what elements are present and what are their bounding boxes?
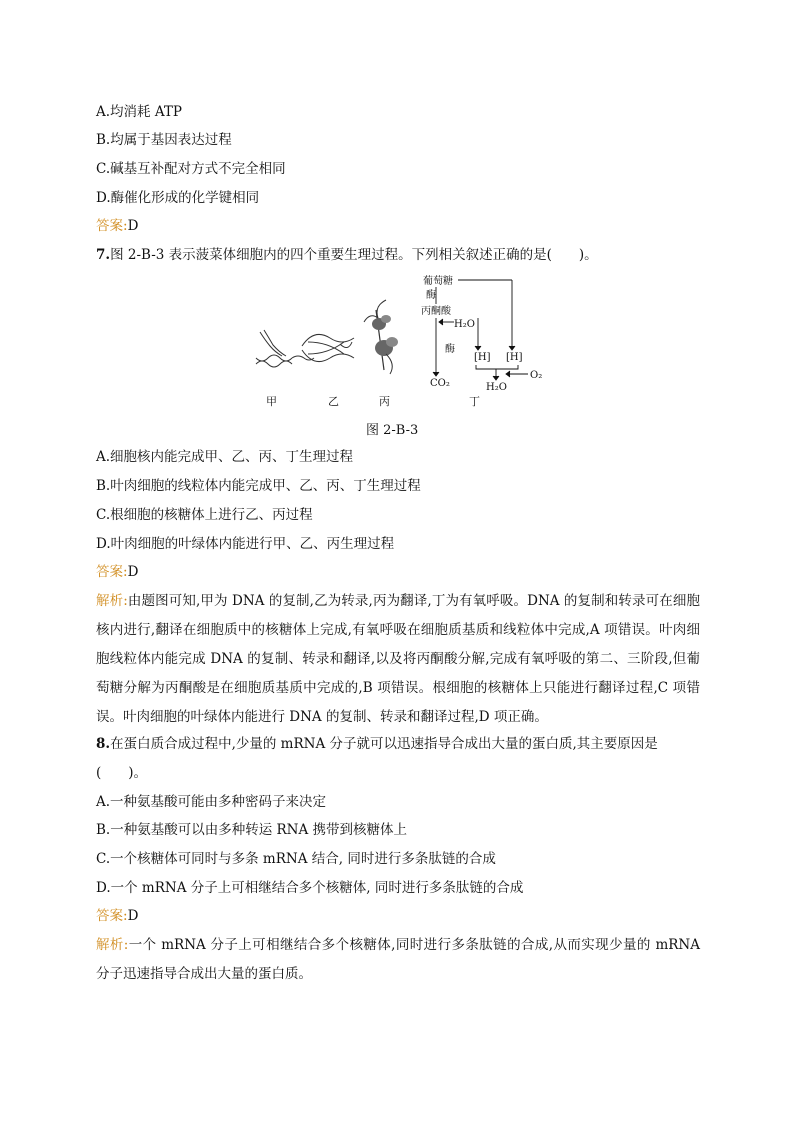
q8-explanation xyxy=(96,931,700,989)
q8-stem xyxy=(96,734,658,754)
q8-option-a: A.一种氨基酸可能由多种密码子来决定 xyxy=(96,794,327,810)
q7-option-d: D.叶肉细胞的叶绿体内能进行甲、乙、丙生理过程 xyxy=(96,536,395,552)
q8-answer xyxy=(96,906,138,926)
q8-option-c: C.一个核糖体可同时与多条 mRNA 结合, 同时进行多条肽链的合成 xyxy=(96,851,496,867)
q7-stem xyxy=(96,245,598,265)
co2-label: CO₂ xyxy=(430,378,450,389)
question-text: 在蛋白质合成过程中,少量的 mRNA 分子就可以迅速指导合成出大量的蛋白质,其主要原因是 xyxy=(110,736,658,752)
q7-answer xyxy=(96,562,138,582)
water-in-label: H₂O xyxy=(454,319,475,330)
panel-label-ding: 丁 xyxy=(469,395,480,408)
panel-label-jia: 甲 xyxy=(266,395,277,408)
q8-option-b: B.一种氨基酸可以由多种转运 RNA 携带到核糖体上 xyxy=(96,822,408,838)
transcription-diagram xyxy=(302,334,354,361)
panel-label-yi: 乙 xyxy=(328,395,339,408)
q8-option-d: D.一个 mRNA 分子上可相继结合多个核糖体, 同时进行多条肽链的合成 xyxy=(96,880,524,896)
o2-label: O₂ xyxy=(530,370,543,381)
panel-label-bing: 丙 xyxy=(379,395,390,408)
answer-label: 答案: xyxy=(96,564,128,580)
water-out-label: H₂O xyxy=(486,382,507,393)
explanation-label: 解析: xyxy=(96,937,129,953)
h-label-1: [H] xyxy=(474,352,491,363)
figure-2-B-3 xyxy=(236,272,566,412)
answer-label: 答案: xyxy=(96,218,128,234)
q6-option-c: C.碱基互补配对方式不完全相同 xyxy=(96,161,286,177)
q8-stem-paren: ( )。 xyxy=(96,765,148,781)
q6-option-b: B.均属于基因表达过程 xyxy=(96,132,232,148)
answer-value: D xyxy=(127,218,139,234)
translation-diagram xyxy=(364,300,398,374)
enzyme-label-1: 酶 xyxy=(426,290,436,301)
dna-replication-diagram xyxy=(256,330,314,367)
q7-option-c: C.根细胞的核糖体上进行乙、丙过程 xyxy=(96,507,313,523)
enzyme-label-2: 酶 xyxy=(445,344,455,355)
q6-answer xyxy=(96,216,138,236)
explanation-text: 一个 mRNA 分子上可相继结合多个核糖体,同时进行多条肽链的合成,从而实现少量的 mRNA 分子迅速指导合成出大量的蛋白质。 xyxy=(96,937,700,982)
explanation-label: 解析: xyxy=(96,593,128,609)
q7-explanation xyxy=(96,587,700,732)
answer-value: D xyxy=(127,564,139,580)
question-text: 图 2-B-3 表示菠菜体细胞内的四个重要生理过程。下列相关叙述正确的是( )。 xyxy=(110,247,598,263)
question-number: 7. xyxy=(96,247,111,263)
question-number: 8. xyxy=(96,736,111,752)
q6-option-d: D.酶催化形成的化学键相同 xyxy=(96,190,260,206)
q7-option-a: A.细胞核内能完成甲、乙、丙、丁生理过程 xyxy=(96,449,354,465)
h-label-2: [H] xyxy=(506,352,523,363)
q6-option-a: A.均消耗 ATP xyxy=(96,104,182,120)
glucose-label: 葡萄糖 xyxy=(423,276,453,287)
explanation-text: 由题图可知,甲为 DNA 的复制,乙为转录,丙为翻译,丁为有氧呼吸。DNA 的复制和转录可在细胞核内进行,翻译在细胞质中的核糖体上完成,有氧呼吸在细胞质基质和线粒体中完成,A 项错误。叶肉细胞线粒体内能完成 DNA 的复制、转录和翻译,以及将丙酮酸分解,完成有氧呼吸的第二、三阶段,但葡萄糖分解为丙酮酸是在细胞质基质中完成的,B 项错误。根细胞的核糖体上只能进行翻译过程,C 项错误。叶肉细胞的叶绿体内能进行 DNA 的复制、转录和翻译过程,D 项正确。 xyxy=(96,593,700,725)
figure-caption: 图 2-B-3 xyxy=(366,423,419,438)
respiration-pathway xyxy=(421,274,542,393)
pyruvate-label: 丙酮酸 xyxy=(421,306,451,317)
answer-value: D xyxy=(127,908,139,924)
answer-label: 答案: xyxy=(96,908,128,924)
q7-option-b: B.叶肉细胞的线粒体内能完成甲、乙、丙、丁生理过程 xyxy=(96,478,421,494)
